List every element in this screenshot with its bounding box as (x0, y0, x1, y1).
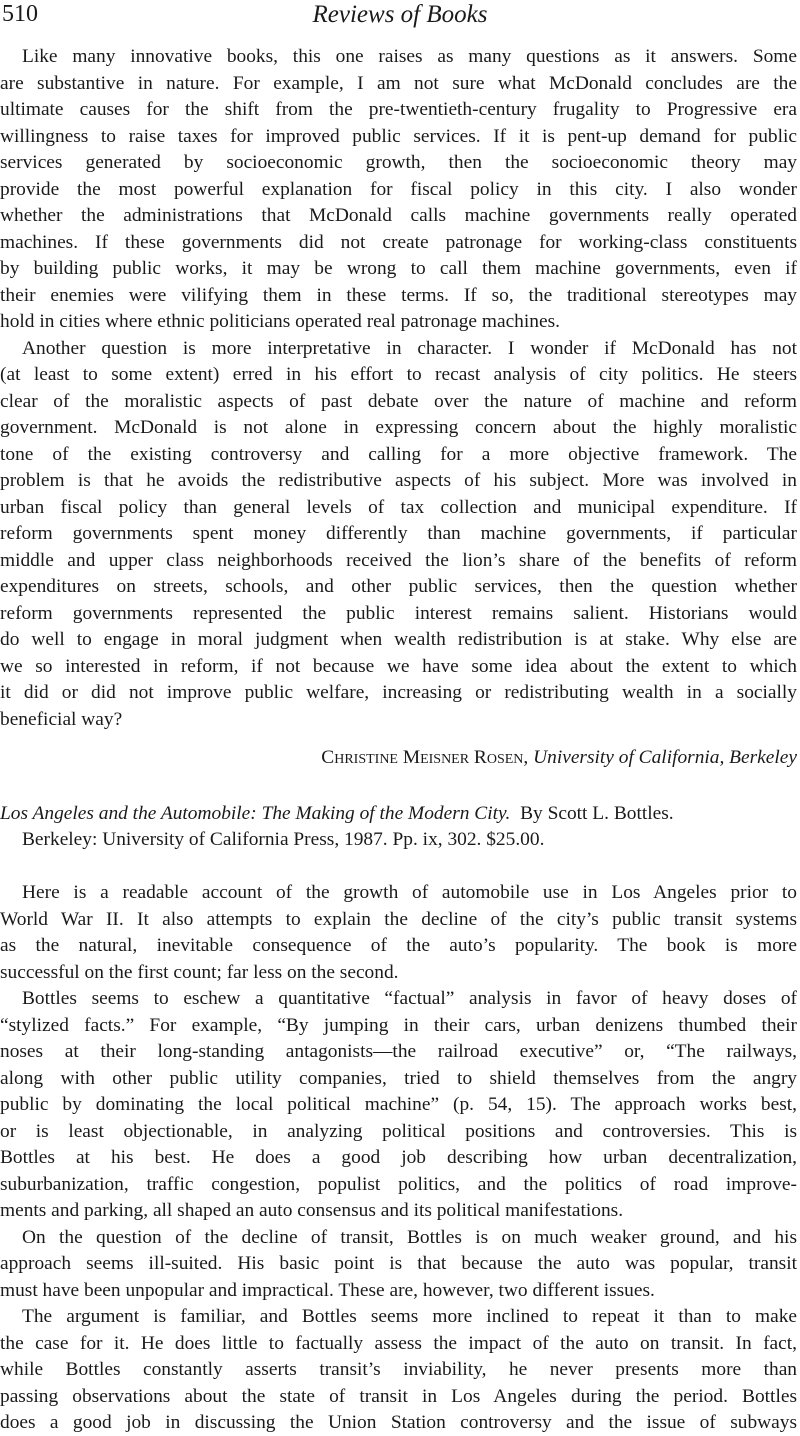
text-line: middle and upper class neighborhoods received the lion’s share of the benefits of reform (0, 549, 797, 571)
text-line: must have been unpopular and impractical. These are, however, two different issues. (0, 1279, 655, 1301)
text-line: do well to engage in moral judgment when wealth redistribution is at stake. Why else are (0, 629, 797, 650)
text-line: reform governments spent money differently than machine governments, if particular (0, 523, 797, 544)
text-line: hold in cities where ethnic politicians operated real patronage machines. (0, 311, 560, 332)
text-line: tone of the existing controversy and calling for a more objective framework. The (0, 443, 797, 465)
page-header (0, 0, 800, 36)
text-line: ultimate causes for the shift from the pre-twentieth-century frugality to Progressive era (0, 99, 797, 120)
text-line: passing observations about the state of transit in Los Angeles during the period. Bottles (0, 1385, 797, 1407)
text-line: are substantive in nature. For example, I am not sure what McDonald concludes are the (0, 72, 797, 94)
book-author: By Scott L. Bottles. (520, 803, 674, 824)
text-line: urban fiscal policy than general levels of tax collection and municipal expenditure. If (0, 496, 797, 518)
text-line: The argument is familiar, and Bottles seems more inclined to repeat it than to make (22, 1306, 797, 1327)
text-line: clear of the moralistic aspects of past debate over the nature of machine and reform (0, 390, 797, 412)
text-line: does a good job in discussing the Union Station controversy and the issue of subways (0, 1412, 797, 1433)
text-line: reform governments represented the public interest remains salient. Historians would (0, 602, 797, 624)
text-line: while Bottles constantly asserts transit’s inviability, he never presents more than (0, 1359, 797, 1380)
text-line: by building public works, it may be wrong to call them machine governments, even if (0, 258, 797, 279)
text-line: it did or did not improve public welfare, increasing or redistributing wealth in a socially (0, 682, 797, 703)
text-line: whether the administrations that McDonald calls machine governments really operated (0, 205, 797, 226)
text-line: World War II. It also attempts to explain the decline of the city’s public transit systems (0, 908, 797, 930)
text-line: government. McDonald is not alone in expressing concern about the highly moralistic (0, 417, 797, 438)
book-title: Los Angeles and the Automobile: The Making of the Modern City. (0, 803, 511, 824)
text-line: the case for it. He does little to factually assess the impact of the auto on transit. In fact, (0, 1332, 797, 1354)
text-line: Like many innovative books, this one raises as many questions as it answers. Some (22, 46, 797, 67)
text-line: willingness to raise taxes for improved public services. If it is pent-up demand for public (0, 125, 797, 147)
text-line: along with other public utility companies, tried to shield themselves from the angry (0, 1067, 797, 1089)
text-line: problem is that he avoids the redistributive aspects of his subject. More was involved in (0, 470, 797, 491)
text-line: On the question of the decline of transit, Bottles is on much weaker ground, and his (22, 1226, 797, 1248)
text-line: successful on the first count; far less on the second. (0, 961, 399, 983)
running-title: Reviews of Books (312, 1, 488, 28)
text-line: public by dominating the local political machine” (p. 54, 15). The approach works best, (0, 1094, 797, 1115)
text-line: we so interested in reform, if not because we have some idea about the extent to which (0, 655, 797, 677)
text-line: beneficial way? (0, 708, 123, 730)
text-line: provide the most powerful explanation for fiscal policy in this city. I also wonder (0, 178, 797, 200)
text-line: suburbanization, traffic congestion, populist politics, and the politics of road improve- (0, 1173, 797, 1195)
text-line: Another question is more interpretative in character. I wonder if McDonald has not (22, 337, 797, 359)
page-number: 510 (2, 1, 38, 27)
signature-separator: , (523, 747, 534, 768)
text-line: approach seems ill-suited. His basic point is that because the auto was popular, transit (0, 1253, 797, 1274)
text-line: their enemies were vilifying them in these terms. If so, the traditional stereotypes may (0, 284, 797, 306)
text-line: Bottles seems to eschew a quantitative “factual” analysis in favor of heavy doses of (22, 988, 797, 1009)
text-line: noses at their long-standing antagonists—the railroad executive” or, “The railways, (0, 1041, 797, 1062)
text-line: services generated by socioeconomic growth, then the socioeconomic theory may (0, 152, 797, 173)
text-line: Here is a readable account of the growth of automobile use in Los Angeles prior to (22, 882, 797, 903)
text-line: machines. If these governments did not create patronage for working-class constituents (0, 231, 797, 253)
text-line: (at least to some extent) erred in his effort to recast analysis of city politics. He steers (0, 364, 797, 385)
text-line: “stylized facts.” For example, “By jumping in their cars, urban denizens thumbed their (0, 1014, 797, 1036)
text-line: as the natural, inevitable consequence of the auto’s popularity. The book is more (0, 935, 797, 956)
reviewer-affiliation: University of California, Berkeley (533, 747, 797, 768)
text-line: expenditures on streets, schools, and other public services, then the question whether (0, 576, 797, 597)
reviewer-name: Christine Meisner Rosen (321, 747, 524, 768)
book-publication: Berkeley: University of California Press, 1987. Pp. ix, 302. $25.00. (22, 829, 545, 850)
text-line: or is least objectionable, in analyzing political positions and controversies. This is (0, 1120, 797, 1142)
reviewer-signature (321, 745, 797, 771)
text-line: ments and parking, all shaped an auto consensus and its political manifestations. (0, 1200, 624, 1221)
text-line: Bottles at his best. He does a good job describing how urban decentralization, (0, 1147, 797, 1168)
